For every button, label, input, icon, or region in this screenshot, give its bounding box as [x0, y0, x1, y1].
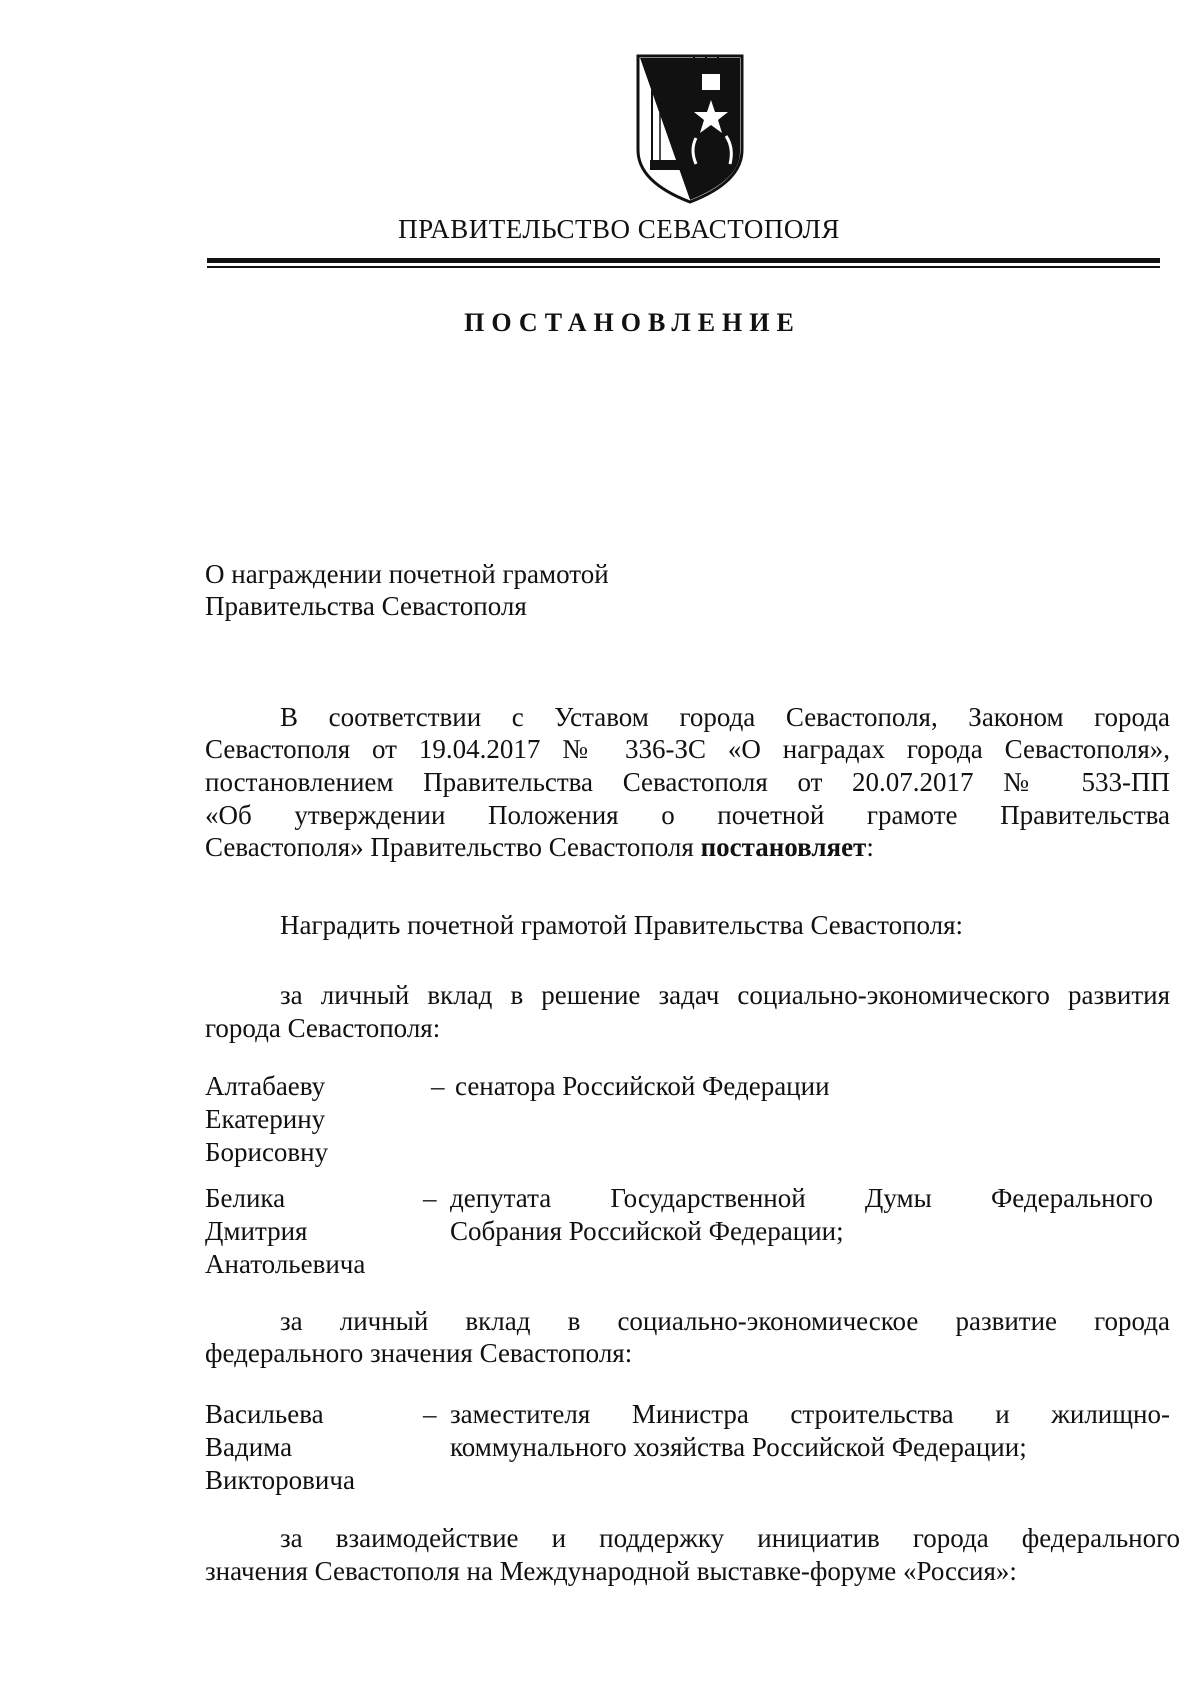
section-1-line-2: города Севастополя: [205, 1013, 441, 1043]
section-1-line-1: за личный вклад в решение задач социально-экономического развития [280, 980, 1170, 1010]
awardee-name: Белика Дмитрия Анатольевича [205, 1183, 366, 1279]
awardee-position: сенатора Российской Федерации [455, 1071, 830, 1101]
subject-line-1: О награждении почетной грамотой [205, 559, 609, 589]
preamble-line-1: В соответствии с Уставом города Севастополя, Законом города [280, 702, 1170, 732]
awardee-dash: – [431, 1071, 445, 1101]
government-name: ПРАВИТЕЛЬСТВО СЕВАСТОПОЛЯ [398, 214, 840, 244]
section-3-line-1: за взаимодействие и поддержку инициатив города федерального [280, 1523, 1180, 1553]
preamble-line-2: Севастополя от 19.04.2017 № 336-ЗС «О наградах города Севастополя», [205, 734, 1170, 764]
awardee-name: Алтабаеву Екатерину Борисовну [205, 1071, 329, 1167]
preamble-decree-word: постановляет [700, 832, 867, 862]
document-type: ПОСТАНОВЛЕНИЕ [464, 308, 801, 337]
awardee-position: заместителя Министра строительства и жилищно- коммунального хозяйства Российской Федерации; [450, 1399, 1170, 1462]
coat-of-arms-icon [630, 52, 750, 204]
preamble-line-5-text: Севастополя» Правительство Севастополя [205, 832, 694, 862]
awardee-name: Васильева Вадима Викторовича [205, 1399, 355, 1495]
awardee-dash: – [423, 1183, 437, 1213]
awardee-position: депутата Государственной Думы Федерального Собрания Российской Федерации; [450, 1183, 1153, 1246]
section-2-line-1: за личный вклад в социально-экономическое развитие города [280, 1306, 1170, 1336]
header-rule-thin [207, 266, 1160, 268]
preamble-line-5 [205, 831, 874, 863]
section-2-line-2: федерального значения Севастополя: [205, 1338, 633, 1368]
preamble-line-3: постановлением Правительства Севастополя от 20.07.2017 № 533-ПП [205, 767, 1170, 797]
preamble-line-4: «Об утверждении Положения о почетной грамоте Правительства [205, 800, 1170, 830]
header-rule-thick [207, 258, 1160, 263]
subject-line-2: Правительства Севастополя [205, 591, 527, 621]
awardee-dash: – [423, 1399, 437, 1429]
award-line: Наградить почетной грамотой Правительства Севастополя: [280, 910, 964, 940]
preamble-line-5-end: : [866, 832, 874, 862]
section-3-line-2: значения Севастополя на Международной выставке-форуме «Россия»: [205, 1556, 1017, 1586]
